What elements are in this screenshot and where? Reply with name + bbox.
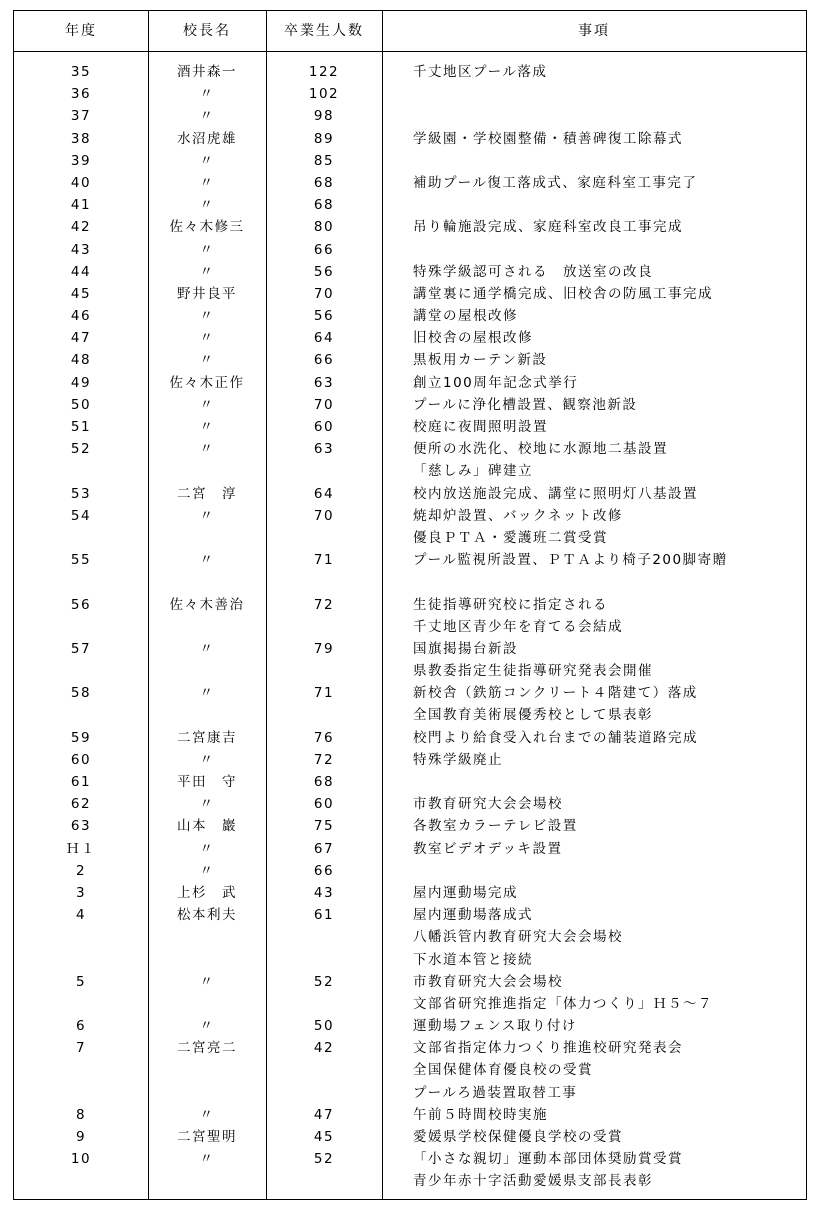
- note-cell: 全国教育美術展優秀校として県表彰: [413, 707, 653, 724]
- table-row: [14, 527, 806, 549]
- header-year: 年度: [65, 23, 97, 39]
- principal-cell: 〃: [199, 396, 215, 413]
- note-cell: プール監視所設置、ＰＴＡより椅子200脚寄贈: [413, 552, 728, 569]
- table-row: [14, 638, 806, 660]
- note-cell: 運動場フェンス取り付け: [413, 1018, 577, 1035]
- principal-cell: 〃: [199, 796, 215, 813]
- principal-cell: 佐々木善治: [169, 596, 245, 613]
- note-cell: 校門より給食受入れ台までの舗装道路完成: [413, 729, 698, 746]
- history-table: [13, 10, 807, 1200]
- table-row: [14, 1170, 806, 1192]
- note-cell: 特殊学級認可される 放送室の改良: [413, 263, 653, 280]
- graduates-cell: 63: [313, 441, 335, 458]
- note-cell: 焼却炉設置、バックネット改修: [413, 507, 623, 524]
- principal-cell: 〃: [199, 685, 215, 702]
- table-row: [14, 993, 806, 1015]
- year-cell: 6: [75, 1018, 87, 1035]
- principal-cell: 〃: [199, 507, 215, 524]
- table-row: [14, 704, 806, 726]
- graduates-cell: 79: [313, 640, 335, 657]
- note-cell: 校内放送施設完成、講堂に照明灯八基設置: [413, 485, 698, 502]
- table-row: [14, 860, 806, 882]
- principal-cell: 〃: [199, 973, 215, 990]
- year-cell: 42: [70, 219, 92, 236]
- note-cell: プールに浄化槽設置、観察池新設: [413, 396, 638, 413]
- table-row: [14, 305, 806, 327]
- note-cell: 創立100周年記念式挙行: [413, 374, 579, 391]
- graduates-cell: 66: [313, 862, 335, 879]
- note-cell: プールろ過装置取替工事: [413, 1084, 578, 1101]
- graduates-cell: 60: [313, 419, 335, 435]
- principal-cell: 〃: [199, 352, 215, 369]
- note-cell: 校庭に夜間照明設置: [413, 419, 548, 435]
- table-row: [14, 261, 806, 283]
- year-cell: 58: [70, 685, 92, 702]
- graduates-cell: 42: [313, 1040, 335, 1057]
- graduates-cell: 63: [313, 374, 335, 391]
- year-cell: 39: [70, 152, 92, 169]
- principal-cell: 〃: [199, 1151, 215, 1168]
- principal-cell: 〃: [199, 108, 215, 125]
- note-cell: 旧校舎の屋根改修: [413, 330, 533, 347]
- table-row: [14, 682, 806, 704]
- principal-cell: 〃: [199, 751, 215, 768]
- graduates-cell: 122: [308, 64, 340, 80]
- note-cell: 全国保健体育優良校の受賞: [413, 1062, 593, 1079]
- year-cell: 57: [70, 640, 92, 657]
- graduates-cell: 70: [313, 396, 335, 413]
- table-row: [14, 904, 806, 926]
- note-cell: 便所の水洗化、校地に水源地二基設置: [413, 441, 668, 458]
- table-row: [14, 460, 806, 482]
- table-body: [14, 61, 806, 1193]
- note-cell: 優良ＰＴＡ・愛護班二賞受賞: [413, 529, 608, 546]
- year-cell: 48: [70, 352, 92, 369]
- principal-cell: 〃: [199, 840, 215, 857]
- header-notes: 事項: [578, 23, 610, 39]
- principal-cell: 〃: [199, 419, 215, 435]
- year-cell: 8: [75, 1106, 87, 1123]
- graduates-cell: 98: [313, 108, 335, 125]
- table-row: [14, 1148, 806, 1170]
- table-row: [14, 571, 806, 593]
- note-cell: 生徒指導研究校に指定される: [413, 596, 608, 613]
- year-cell: 60: [70, 751, 92, 768]
- year-cell: 35: [70, 64, 92, 80]
- graduates-cell: 56: [313, 263, 335, 280]
- year-cell: 40: [70, 174, 92, 191]
- note-cell: 各教室カラーテレビ設置: [413, 818, 578, 835]
- principal-cell: 〃: [199, 197, 215, 214]
- graduates-cell: 89: [313, 130, 335, 147]
- note-cell: 愛媛県学校保健優良学校の受賞: [413, 1129, 623, 1145]
- year-cell: 53: [70, 485, 92, 502]
- year-cell: 50: [70, 396, 92, 413]
- principal-cell: 〃: [199, 862, 215, 879]
- table-row: [14, 83, 806, 105]
- note-cell: 新校舎（鉄筋コンクリート４階建て）落成: [413, 685, 698, 702]
- graduates-cell: 66: [313, 241, 335, 258]
- principal-cell: 酒井森一: [177, 64, 237, 80]
- note-cell: 千丈地区プール落成: [413, 64, 548, 80]
- table-row: [14, 194, 806, 216]
- principal-cell: 〃: [199, 86, 215, 103]
- table-row: [14, 660, 806, 682]
- graduates-cell: 70: [313, 285, 335, 302]
- table-row: [14, 150, 806, 172]
- principal-cell: 〃: [199, 152, 215, 169]
- principal-cell: 〃: [199, 308, 215, 325]
- graduates-cell: 56: [313, 308, 335, 325]
- graduates-cell: 52: [313, 1151, 335, 1168]
- year-cell: Ｈ１: [66, 840, 96, 857]
- graduates-cell: 68: [313, 774, 335, 790]
- note-cell: 「慈しみ」碑建立: [413, 463, 533, 480]
- year-cell: 3: [75, 884, 87, 901]
- year-cell: 9: [75, 1129, 87, 1145]
- table-row: [14, 172, 806, 194]
- table-row: [14, 128, 806, 150]
- principal-cell: 〃: [199, 241, 215, 258]
- graduates-cell: 80: [313, 219, 335, 236]
- note-cell: 千丈地区青少年を育てる会結成: [413, 618, 623, 635]
- note-cell: 国旗掲揚台新設: [413, 640, 518, 657]
- principal-cell: 〃: [199, 640, 215, 657]
- note-cell: 下水道本管と接続: [413, 951, 533, 968]
- table-row: [14, 349, 806, 371]
- graduates-cell: 60: [313, 796, 335, 813]
- graduates-cell: 68: [313, 174, 335, 191]
- table-row: [14, 1015, 806, 1037]
- note-cell: 青少年赤十字活動愛媛県支部長表彰: [413, 1173, 653, 1190]
- graduates-cell: 47: [313, 1106, 335, 1123]
- table-row: [14, 1126, 806, 1148]
- principal-cell: 二宮康吉: [177, 729, 237, 746]
- note-cell: 八幡浜管内教育研究大会会場校: [413, 929, 623, 946]
- note-cell: 市教育研究大会会場校: [413, 796, 563, 813]
- table-row: [14, 616, 806, 638]
- graduates-cell: 72: [313, 751, 335, 768]
- graduates-cell: 102: [308, 86, 340, 103]
- note-cell: 文部省研究推進指定「体力つくり」Ｈ５～７: [413, 995, 713, 1012]
- year-cell: 62: [70, 796, 92, 813]
- table-row: [14, 105, 806, 127]
- year-cell: 44: [70, 263, 92, 280]
- note-cell: 県教委指定生徒指導研究発表会開催: [413, 663, 653, 680]
- note-cell: 文部省指定体力つくり推進校研究発表会: [413, 1040, 683, 1057]
- principal-cell: 平田 守: [177, 774, 237, 790]
- graduates-cell: 52: [313, 973, 335, 990]
- graduates-cell: 70: [313, 507, 335, 524]
- year-cell: 43: [70, 241, 92, 258]
- graduates-cell: 71: [313, 552, 335, 569]
- principal-cell: 〃: [199, 441, 215, 458]
- table-row: [14, 416, 806, 438]
- table-row: [14, 1037, 806, 1059]
- graduates-cell: 71: [313, 685, 335, 702]
- year-cell: 56: [70, 596, 92, 613]
- year-cell: 54: [70, 507, 92, 524]
- year-cell: 46: [70, 308, 92, 325]
- table-row: [14, 838, 806, 860]
- header-divider: [14, 51, 806, 52]
- table-row: [14, 239, 806, 261]
- year-cell: 61: [70, 774, 92, 790]
- graduates-cell: 68: [313, 197, 335, 214]
- table-row: [14, 483, 806, 505]
- graduates-cell: 75: [313, 818, 335, 835]
- year-cell: 59: [70, 729, 92, 746]
- note-cell: 市教育研究大会会場校: [413, 973, 563, 990]
- principal-cell: 〃: [199, 552, 215, 569]
- principal-cell: 二宮聖明: [177, 1129, 237, 1145]
- year-cell: 47: [70, 330, 92, 347]
- note-cell: 屋内運動場完成: [413, 884, 518, 901]
- table-row: [14, 372, 806, 394]
- graduates-cell: 66: [313, 352, 335, 369]
- year-cell: 38: [70, 130, 92, 147]
- note-cell: 午前５時間校時実施: [413, 1106, 548, 1123]
- table-row: [14, 327, 806, 349]
- table-row: [14, 61, 806, 83]
- principal-cell: 水沼虎雄: [177, 130, 237, 147]
- principal-cell: 山本 巖: [177, 818, 237, 835]
- graduates-cell: 43: [313, 884, 335, 901]
- principal-cell: 上杉 武: [177, 884, 237, 901]
- note-cell: 講堂裏に通学橋完成、旧校舎の防風工事完成: [413, 285, 713, 302]
- note-cell: 「小さな親切」運動本部団体奨励賞受賞: [413, 1151, 683, 1168]
- table-row: [14, 1104, 806, 1126]
- note-cell: 学級園・学校園整備・積善碑復工除幕式: [413, 130, 683, 147]
- table-row: [14, 283, 806, 305]
- principal-cell: 〃: [199, 330, 215, 347]
- principal-cell: 松本利夫: [177, 907, 237, 924]
- year-cell: 4: [75, 907, 87, 924]
- year-cell: 45: [70, 285, 92, 302]
- table-row: [14, 394, 806, 416]
- principal-cell: 〃: [199, 1018, 215, 1035]
- note-cell: 特殊学級廃止: [413, 751, 503, 768]
- note-cell: 講堂の屋根改修: [413, 308, 518, 325]
- principal-cell: 〃: [199, 263, 215, 280]
- header-principal: 校長名: [183, 23, 231, 39]
- table-row: [14, 549, 806, 571]
- year-cell: 2: [75, 862, 87, 879]
- table-row: [14, 1082, 806, 1104]
- graduates-cell: 45: [313, 1129, 335, 1145]
- graduates-cell: 72: [313, 596, 335, 613]
- note-cell: 屋内運動場落成式: [413, 907, 533, 924]
- table-row: [14, 771, 806, 793]
- principal-cell: 二宮 淳: [177, 485, 237, 502]
- year-cell: 55: [70, 552, 92, 569]
- table-row: [14, 1059, 806, 1081]
- table-row: [14, 749, 806, 771]
- principal-cell: 〃: [199, 174, 215, 191]
- graduates-cell: 85: [313, 152, 335, 169]
- year-cell: 49: [70, 374, 92, 391]
- year-cell: 37: [70, 108, 92, 125]
- principal-cell: 佐々木正作: [169, 374, 245, 391]
- year-cell: 52: [70, 441, 92, 458]
- principal-cell: 佐々木修三: [169, 219, 245, 236]
- table-row: [14, 216, 806, 238]
- table-row: [14, 949, 806, 971]
- principal-cell: 野井良平: [177, 285, 237, 302]
- note-cell: 吊り輪施設完成、家庭科室改良工事完成: [413, 219, 683, 236]
- table-row: [14, 505, 806, 527]
- year-cell: 7: [75, 1040, 87, 1057]
- note-cell: 教室ビデオデッキ設置: [413, 840, 563, 857]
- graduates-cell: 67: [313, 840, 335, 857]
- table-row: [14, 882, 806, 904]
- graduates-cell: 50: [313, 1018, 335, 1035]
- table-row: [14, 971, 806, 993]
- year-cell: 5: [75, 973, 87, 990]
- table-row: [14, 926, 806, 948]
- note-cell: 補助プール復工落成式、家庭科室工事完了: [413, 174, 698, 191]
- principal-cell: 二宮亮二: [177, 1040, 237, 1057]
- year-cell: 63: [70, 818, 92, 835]
- header-graduates: 卒業生人数: [284, 23, 364, 39]
- graduates-cell: 61: [313, 907, 335, 924]
- graduates-cell: 64: [313, 485, 335, 502]
- table-row: [14, 594, 806, 616]
- year-cell: 51: [70, 419, 92, 435]
- year-cell: 41: [70, 197, 92, 214]
- year-cell: 10: [70, 1151, 92, 1168]
- table-row: [14, 727, 806, 749]
- year-cell: 36: [70, 86, 92, 103]
- table-row: [14, 438, 806, 460]
- graduates-cell: 64: [313, 330, 335, 347]
- principal-cell: 〃: [199, 1106, 215, 1123]
- graduates-cell: 76: [313, 729, 335, 746]
- table-row: [14, 793, 806, 815]
- table-row: [14, 815, 806, 837]
- note-cell: 黒板用カーテン新設: [413, 352, 548, 369]
